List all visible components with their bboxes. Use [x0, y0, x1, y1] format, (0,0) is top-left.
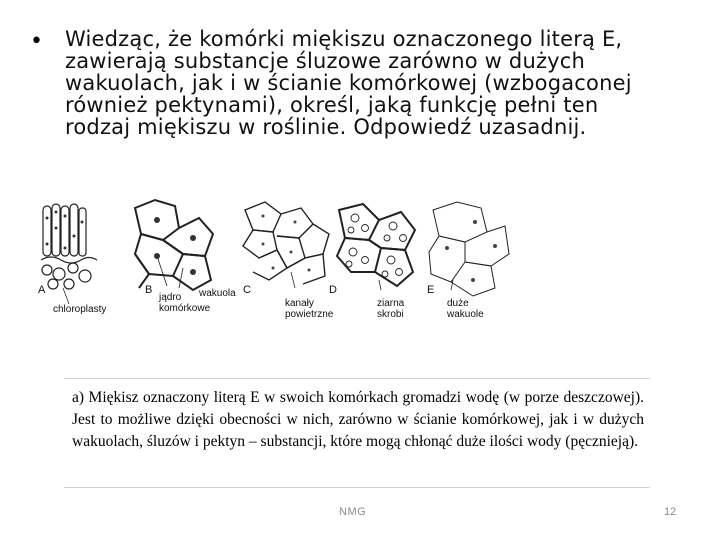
panel-letter-b: B — [145, 284, 153, 296]
label-jadro-komorkowe: jądro komórkowe — [159, 292, 211, 314]
label-wakuola: wakuola — [199, 288, 236, 299]
footer-center-text: NMG — [339, 506, 367, 518]
panel-a-cells — [41, 204, 97, 289]
label-kanaly-powietrzne: kanały powietrzne — [285, 298, 334, 320]
question-line: wakuolach, jak i w ścianie komórkowej (wzbogaconej — [65, 71, 632, 95]
label-chloroplasty: chloroplasty — [53, 304, 107, 315]
question-line: rodzaj miękiszu w roślinie. Odpowiedź uzasadnij. — [65, 115, 587, 139]
panel-c-cells — [243, 202, 329, 284]
answer-box — [64, 378, 650, 488]
bullet-point: • — [30, 29, 43, 54]
answer-text: a) Miękisz oznaczony literą E w swoich komórkach gromadzi wodę (w porze deszczowej). Jest to możliwe dzięki obecności w nich, zarówno w ścianie komórkowej, jak i w dużych wakuolach, śluzów i pektyn – substancji, które mogą chłonąć duże ilości wody (pęcznieją). — [72, 389, 644, 450]
label-ziarna-skrobi: ziarna skrobi — [377, 298, 405, 320]
question-line: również pektynami), określ, jaką funkcję pełni ten — [65, 93, 599, 117]
question-line: zawierają substancje śluzowe zarówno w dużych — [65, 49, 586, 73]
page-number: 12 — [664, 506, 677, 518]
question-text — [65, 28, 700, 138]
question-block — [30, 28, 700, 138]
panel-d-cells — [337, 204, 415, 286]
panel-b-cells — [135, 200, 213, 290]
label-duze-wakuole: duże wakuole — [447, 298, 484, 320]
panel-letter-c: C — [243, 284, 251, 296]
panel-letter-d: D — [329, 284, 337, 296]
panel-letter-e: E — [427, 284, 435, 296]
panel-e-cells — [429, 202, 509, 296]
question-line: Wiedząc, że komórki miękiszu oznaczonego literą E, — [65, 27, 623, 51]
panel-letter-a: A — [38, 284, 46, 296]
parenchyma-figure — [33, 188, 513, 328]
